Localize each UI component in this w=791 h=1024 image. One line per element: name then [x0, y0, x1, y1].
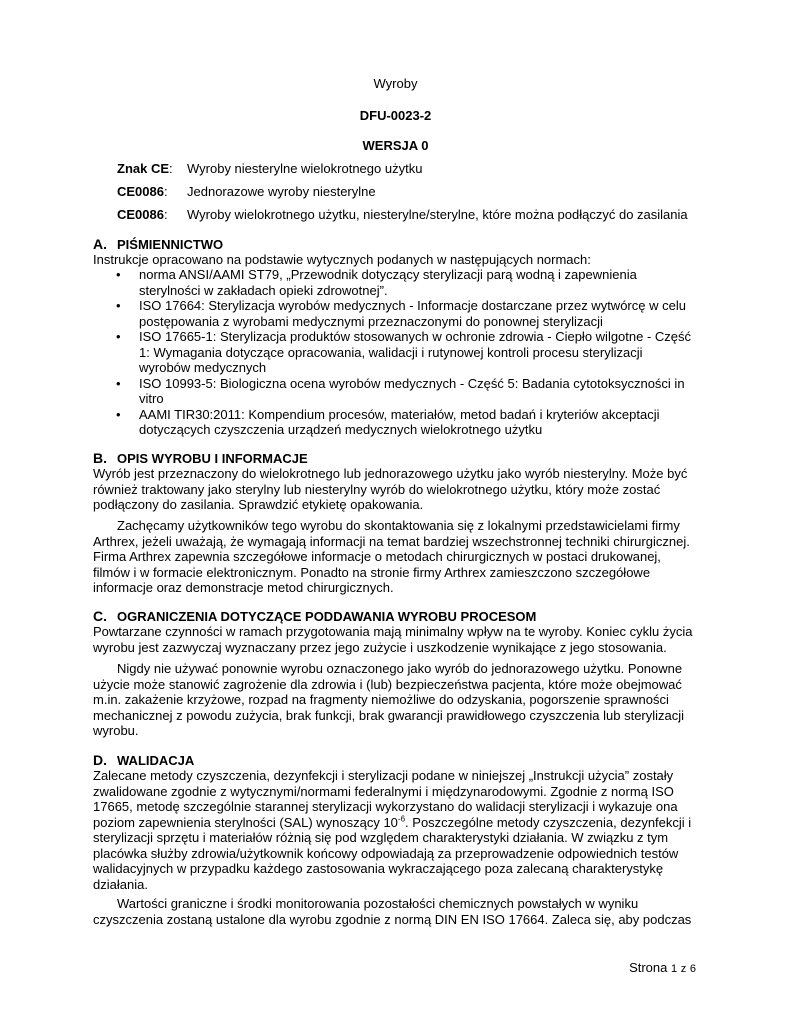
section-title: OGRANICZENIA DOTYCZĄCE PODDAWANIA WYROBU PROCESOM [117, 609, 537, 624]
document-version: WERSJA 0 [362, 138, 429, 153]
section-d-paragraph-2: Wartości graniczne i środki monitorowania pozostałości chemicznych powstałych w wyniku czyszczenia zostaną ustalone dla wyrobu zgodnie z normą DIN EN ISO 17664. Zaleca się, aby podczas [93, 896, 692, 927]
ce-mark-row [117, 184, 376, 200]
bullet-icon: • [116, 298, 121, 313]
bullet-icon: • [116, 267, 121, 282]
section-title: WALIDACJA [117, 753, 195, 768]
bullet-icon: • [116, 406, 121, 422]
section-title: PIŚMIENNICTWO [117, 237, 224, 252]
section-c-paragraph-2: Nigdy nie używać ponownie wyrobu oznaczonego jako wyrób do jednorazowego użytku. Ponowne użycie może stanowić zagrożenie dla zdrowia i (lub) bezpieczeństwa pacjenta, które może obejmować m.in. zakażenie krzyżowe, rozpad na fragmenty niemożliwe do odzyskania, pogorszenie sprawności mechanicznej z powodu zużycia, brak funkcji, brak gwarancji prawidłowego czyszczenia lub sterylizacji wyrobu. [93, 661, 685, 738]
ce-mark-text: Wyroby wielokrotnego użytku, niesterylne/sterylne, które można podłączyć do zasilania [187, 207, 688, 222]
section-title: OPIS WYROBU I INFORMACJE [117, 451, 308, 466]
list-item [93, 407, 693, 438]
ce-mark-row [117, 161, 422, 177]
list-item-text: ISO 10993-5: Biologiczna ocena wyrobów medycznych - Część 5: Badania cytotoksyczności in vitro [139, 375, 685, 406]
page-number [629, 960, 696, 978]
ce-mark-row [117, 207, 688, 223]
current-page: 1 [671, 963, 678, 975]
ce-mark-key: Znak CE [117, 161, 170, 176]
ce-mark-colon: : [163, 207, 168, 222]
list-item-text: ISO 17664: Sterylizacja wyrobów medycznych - Informacje dostarczane przez wytwórcę w celu postępowania z wyrobami medycznymi przeznaczonymi do ponownej sterylizacji [139, 298, 686, 329]
document-title: Wyroby [373, 76, 418, 91]
ce-mark-text: Jednorazowe wyroby niesterylne [187, 184, 376, 199]
paragraph-text: Zalecane metody czyszczenia, dezynfekcji i sterylizacji podane w niniejszej „Instrukcji użycia” zostały zwalidowane zgodnie z wytycznymi/normami federalnymi i międzynarodowymi. Zgodnie z normą ISO 17665, metodę szczególnie starannej sterylizacji wykorzystano do walidacji sterylizacji i wykazuje ona poziom zapewnienia sterylności (SAL) wynoszący 10 [93, 768, 678, 830]
section-d-paragraph-1 [93, 768, 697, 892]
section-c-paragraph-1: Powtarzane czynności w ramach przygotowania mają minimalny wpływ na te wyroby. Koniec cyklu życia wyrobu jest zazwyczaj wyznaczany przez jego zużycie i uszkodzenie wynikające z jego stosowania. [93, 624, 693, 655]
section-a-intro: Instrukcje opracowano na podstawie wytycznych podanych w następujących normach: [93, 252, 591, 267]
ce-mark-colon: : [163, 184, 168, 199]
section-a-heading [93, 237, 223, 253]
page-of: z [680, 963, 687, 975]
ce-mark-key: CE0086 [117, 184, 164, 199]
list-item [93, 376, 693, 407]
ce-mark-colon: : [169, 161, 173, 176]
paragraph-text: . Poszczególne metody czyszczenia, dezynfekcji i sterylizacji sprzętu i materiałów różnią się pod względem charakterystyki działania. W związku z tym placówka służby zdrowia/użytkownik końcowy odpowiadają za przeprowadzenie odpowiednich testów walidacyjnych w przypadku każdego zastosowania wykraczającego poza zalecaną charakterystykę działania. [93, 814, 692, 892]
ce-mark-key: CE0086 [117, 207, 164, 222]
bullet-icon: • [116, 329, 121, 344]
section-b-paragraph-1: Wyrób jest przeznaczony do wielokrotnego lub jednorazowego użytku jako wyrób niesterylny. Może być również traktowany jako sterylny lub niesterylny wyrób do wielokrotnego użytku, który może zostać podłączony do zasilania. Sprawdzić etykietę opakowania. [93, 466, 688, 512]
section-letter: D. [93, 752, 107, 768]
standards-list [93, 267, 693, 438]
total-pages: 6 [689, 963, 696, 975]
list-item-text: AAMI TIR30:2011: Kompendium procesów, materiałów, metod badań i kryteriów akceptacji dotyczących czyszczenia urządzeń medycznych wielokrotnego użytku [139, 406, 660, 437]
list-item [93, 267, 693, 298]
section-c-heading [93, 609, 536, 625]
section-letter: A. [93, 236, 107, 252]
list-item-text: norma ANSI/AAMI ST79, „Przewodnik dotyczący sterylizacji parą wodną i zapewnienia sterylności w zakładach opieki zdrowotnej”. [139, 267, 637, 298]
list-item [93, 298, 693, 329]
section-b-paragraph-2: Zachęcamy użytkowników tego wyrobu do skontaktowania się z lokalnymi przedstawicielami firmy Arthrex, jeżeli uważają, że wymagają informacji na temat bardziej wszechstronnej techniki chirurgicznej. Firma Arthrex zapewnia szczegółowe informacje o metodach chirurgicznych w postaci drukowanej, filmów i w formacie elektronicznym. Ponadto na stronie firmy Arthrex zamieszczono szczegółowe informacje oraz demonstracje metod chirurgicznych. [93, 518, 690, 595]
page-label: Strona [629, 960, 668, 975]
superscript-exponent: -6 [397, 814, 406, 824]
document-number: DFU-0023-2 [359, 108, 432, 123]
list-item-text: ISO 17665-1: Sterylizacja produktów stosowanych w ochronie zdrowia - Ciepło wilgotne - Część 1: Wymagania dotyczące opracowania, walidacji i rutynowej kontroli procesu sterylizacji wyrobów medycznych [139, 329, 692, 375]
list-item [93, 329, 693, 376]
section-d-heading [93, 753, 194, 769]
section-b-heading [93, 451, 308, 467]
bullet-icon: • [116, 375, 121, 391]
section-letter: B. [93, 450, 107, 466]
ce-mark-text: Wyroby niesterylne wielokrotnego użytku [187, 161, 423, 176]
section-letter: C. [93, 608, 107, 624]
